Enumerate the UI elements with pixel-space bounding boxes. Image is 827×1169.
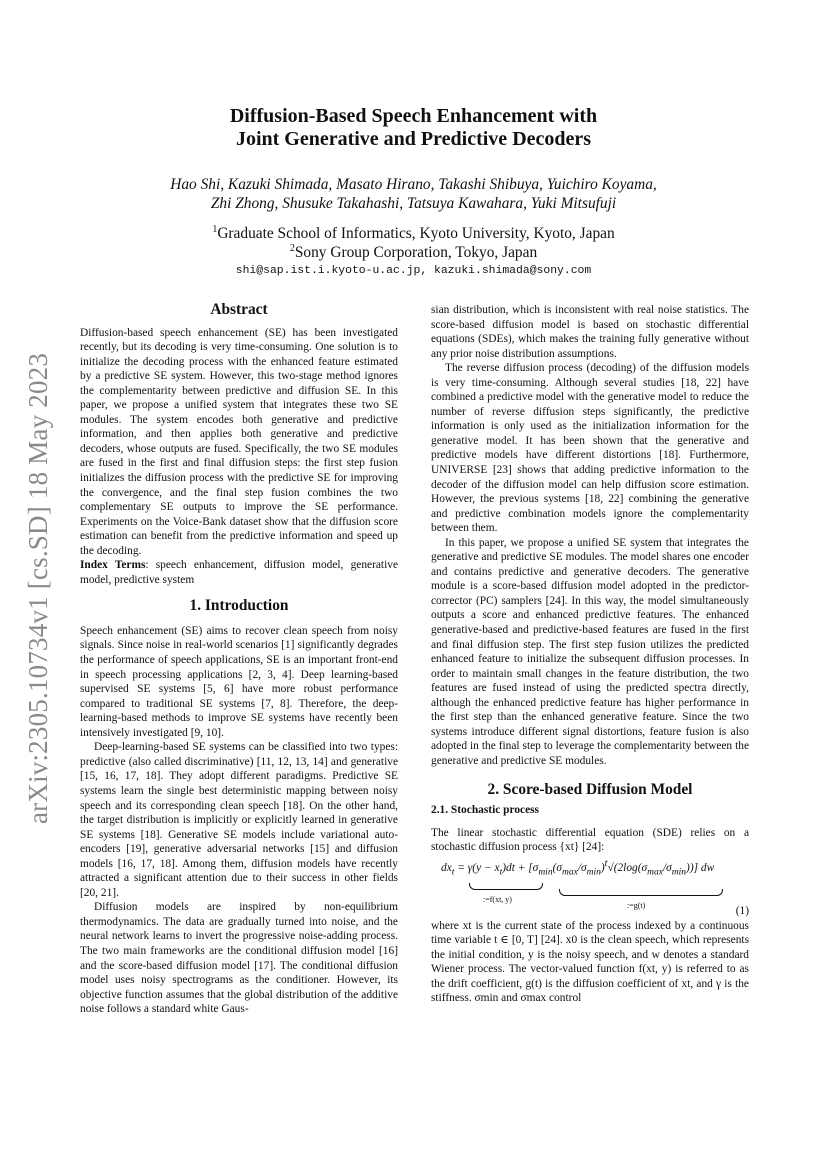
left-column — [80, 303, 398, 1017]
diffusion-label: :=g(t) — [627, 900, 646, 910]
arxiv-margin-identifier: arXiv:2305.10734v1 [cs.SD] 18 May 2023 — [23, 352, 53, 824]
index-terms: Index Terms: speech enhancement, diffusion model, generative model, predictive system — [80, 559, 398, 586]
underbrace-diffusion — [559, 889, 723, 896]
title-line-1: Diffusion-Based Speech Enhancement with — [229, 105, 598, 127]
drift-label: :=f(xt, y) — [483, 894, 512, 904]
affiliation-2: $^2$Sony Group Corporation, Tokyo, Japan — [289, 242, 538, 261]
abstract-text: Diffusion-based speech enhancement (SE) has been investigated recently, but its decoding is very time-consuming. One solution is to initialize the decoding process with the enhanced feature estimated by a predictive SE system. However, this two-stage method ignores the complementarity between predictive and diffusion SE. In this paper, we propose a unified system that integrates these two SE modules. The system encodes both generative and predictive information, and then applies both generative and predictive decoders, whose outputs are fused. Specifically, the two SE modules are fused in the first and final diffusion steps: the first step fusion initializes the diffusion process with the predictive SE for improving the convergence, and the final step fusion combines the two complementary SE outputs to improve the SE performance. Experiments on the Voice-Bank dataset show that the diffusion score estimation can benefit from the predictive information and speed up the decoding. — [80, 326, 398, 557]
equation-body: $dx_t = \gamma(y - x_t)dt + [\sigma_{min}(\sigma_{max}/\sigma_{min})^t√(2\log(\sigma_{max}/\sigma_{min}))]$ dw — [441, 857, 715, 877]
right-paragraph-3: In this paper, we propose a unified SE system that integrates the generative and predictive SE modules. The model shares one encoder and contains predictive and generative decoders. The generative module is a score-based diffusion model adopted in the predictor-corrector (PC) samplers [24]. In this way, the model simultaneously outputs a score and enhanced predictive features. The enhanced generative-based and predictive-based features are fused in the first and final diffusion step. The first step fusion utilizes the predicted enhanced feature to initialize the subsequent diffusion processes. In order to maintain small changes in the feature distribution, the two features are fused instead of using the predicted spectra directly, although the enhanced predictive feature has higher performance in the first step than the enhanced generative feature. Since the two systems introduce different signal distortions, feature fusion is also adopted in the final step to leverage the complementarity between the generative and predictive SE modules. — [431, 536, 749, 767]
sde-equation — [431, 855, 749, 919]
subsection-2-1-heading: 2.1. Stochastic process — [431, 804, 539, 817]
paper-title — [80, 105, 747, 151]
authors-line-2: Zhi Zhong, Shusuke Takahashi, Tatsuya Kawahara, Yuki Mitsufuji — [210, 195, 617, 212]
intro-paragraph-3: Diffusion models are inspired by non-equilibrium thermodynamics. The data are gradually turned into noise, and the neural network learns to invert the progressive noise-adding process. The two main frameworks are the conditional diffusion model [16] and the score-based diffusion model [17]. The conditional diffusion model uses noisy spectrograms as the conditioner. However, its objective function assumes that the global distribution of the additive noise follows a standard white Gaus- — [80, 901, 398, 1016]
sde-explanation-text: where xt is the current state of the process indexed by a continuous time variable t ∈ [0, T] [24]. x0 is the clean speech, which represents the initial condition, y is the noisy speech, and w denotes a standard Wiener process. The vector-valued function f(xt, y) is referred to as the drift coefficient, g(t) is the diffusion coefficient of xt, and γ is the stiffness. σmin and σmax control — [431, 919, 749, 1005]
right-column — [431, 303, 749, 1006]
author-emails: shi@sap.ist.i.kyoto-u.ac.jp, kazuki.shimada@sony.com — [235, 265, 592, 277]
intro-paragraph-2: Deep-learning-based SE systems can be classified into two types: predictive (also called discriminative) [11, 12, 13, 14] and generative [15, 16, 17, 18]. They adopt different paradigms. Predictive SE systems learn the single best deterministic mapping between noisy speech and its corresponding clean speech [18]. On the other hand, the target distribution is implicitly or explicitly learned in generative SE systems [18]. Generative SE models include variational auto-encoders [19], generative adversarial networks [15] and diffusion models [16, 17, 18]. Among them, diffusion models have recently attracted a significant attention due to their success in other fields [20, 21]. — [80, 741, 398, 899]
intro-paragraph-1: Speech enhancement (SE) aims to recover clean speech from noisy signals. Since noise in real-world scenarios [1] significantly degrades the performance of speech applications, SE is an important front-end in speech processing applications [2, 3, 4]. Deep learning-based supervised SE systems [5, 6] have more robust performance compared to traditional SE systems [7, 8]. Therefore, the deep-learning-based methods to improve SE systems have recently been intensively investigated [9, 10]. — [80, 624, 398, 739]
underbrace-drift — [469, 883, 543, 890]
author-list — [80, 175, 747, 213]
introduction-heading: 1. Introduction — [189, 597, 289, 615]
affiliation-1: $^1$Graduate School of Informatics, Kyoto University, Kyoto, Japan — [212, 223, 615, 242]
right-paragraph-2: The reverse diffusion process (decoding) of the diffusion models is very time-consuming. Although several studies [18, 22] have combined a predictive model with the generative model to reduce the number of reverse diffusion steps significantly, the predictive information is only used as the initialization information for the generative model. It has been shown that the generative and predictive models have different distortions [18]. Furthermore, UNIVERSE [23] shows that adding predictive information to the decoder of the diffusion model can help diffusion score estimation. However, the previous systems [18, 22] combining the generative and predictive combination models ignore the complementarity between them. — [431, 362, 749, 535]
authors-line-1: Hao Shi, Kazuki Shimada, Masato Hirano, Takashi Shibuya, Yuichiro Koyama, — [170, 176, 657, 193]
sde-intro-text: The linear stochastic differential equation (SDE) relies on a stochastic diffusion process {xt} [24]: — [431, 826, 749, 854]
title-line-2: Joint Generative and Predictive Decoders — [235, 128, 592, 150]
affiliations — [80, 224, 747, 262]
abstract-heading: Abstract — [210, 301, 268, 318]
right-paragraph-1: sian distribution, which is inconsistent with real noise statistics. The score-based diffusion model is based on stochastic differential equations (SDEs), which makes the training fully generative without any prior noise distribution assumptions. — [431, 304, 749, 360]
equation-number: (1) — [735, 905, 749, 918]
section-2-heading: 2. Score-based Diffusion Model — [487, 780, 693, 798]
